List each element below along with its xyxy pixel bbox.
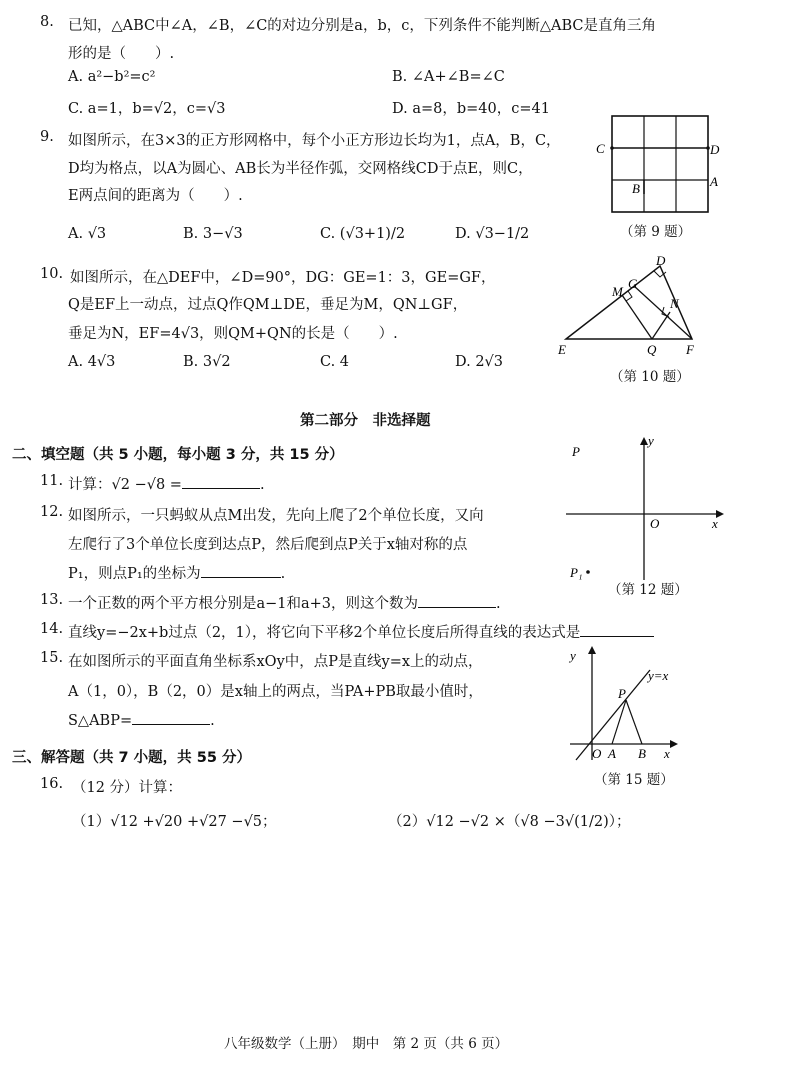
q15-label-x: x bbox=[664, 746, 670, 761]
q15-caption: （第 15 题） bbox=[594, 772, 674, 788]
q10-option-c: C. 4 bbox=[320, 354, 350, 370]
q14-stem: 直线y=−2x+b过点（2，1），将它向下平移2个单位长度后所得直线的表达式是 bbox=[68, 625, 581, 641]
q9-option-c: C. (√3+1)/2 bbox=[320, 226, 406, 242]
q8-option-c: C. a=1，b=√2，c=√3 bbox=[68, 101, 226, 117]
q9-caption: （第 9 题） bbox=[620, 224, 692, 240]
q15-stem-line2: A（1，0），B（2，0）是x轴上的两点，当PA+PB取最小值时， bbox=[68, 684, 483, 700]
q15-stem-line3-wrap: S△ABP= . bbox=[68, 710, 215, 729]
q15-y-arrow bbox=[588, 646, 596, 654]
q9-option-d: D. √3−1/2 bbox=[455, 226, 530, 242]
q13-answer-blank[interactable] bbox=[418, 593, 496, 608]
q12-label-o: O bbox=[650, 516, 660, 531]
q14-answer-blank[interactable] bbox=[580, 622, 654, 637]
q12-stem-line3-wrap: P₁，则点P₁的坐标为 . bbox=[68, 562, 285, 583]
q10-label-e: E bbox=[558, 342, 566, 357]
q13-number: 13. bbox=[40, 592, 64, 608]
q9-label-d: D bbox=[710, 142, 720, 157]
q11-stem: 计算：√2 −√8 = bbox=[68, 477, 182, 493]
q12-number: 12. bbox=[40, 504, 64, 520]
q9-option-b: B. 3−√3 bbox=[183, 226, 243, 242]
q8-option-d: D. a=8，b=40，c=41 bbox=[392, 101, 550, 117]
q12-label-x: x bbox=[712, 516, 718, 531]
q9-grid-figure bbox=[590, 112, 730, 222]
q15-x-arrow bbox=[670, 740, 678, 748]
q12-axes-figure bbox=[562, 432, 732, 582]
q12-point-p1 bbox=[586, 570, 590, 574]
q14-text bbox=[68, 621, 654, 642]
q10-label-q: Q bbox=[647, 342, 657, 357]
q12-caption: （第 12 题） bbox=[608, 582, 688, 598]
q12-y-arrow bbox=[640, 437, 648, 445]
q12-label-y: y bbox=[648, 433, 654, 448]
q13-stem: 一个正数的两个平方根分别是a−1和a+3，则这个数为 bbox=[68, 596, 419, 612]
q8-option-a: A. a²−b²=c² bbox=[68, 69, 156, 85]
q15-number: 15. bbox=[40, 650, 64, 666]
q8-number: 8. bbox=[40, 14, 54, 30]
q16-number: 16. bbox=[40, 776, 64, 792]
q12-stem-line2: 左爬行了3个单位长度到达点P，然后爬到点P关于x轴对称的点 bbox=[68, 537, 468, 553]
q10-stem-line3: 垂足为N，EF=4√3，则QM+QN的长是（ ）. bbox=[68, 326, 398, 342]
q12-label-p: P bbox=[572, 444, 580, 459]
q8-option-b: B. ∠A+∠B=∠C bbox=[392, 69, 505, 85]
q15-segment-pa bbox=[612, 700, 626, 744]
q15-label-a: A bbox=[608, 746, 616, 761]
q10-label-d: D bbox=[656, 254, 666, 268]
q10-caption: （第 10 题） bbox=[610, 369, 690, 385]
q11-text: 计算：√2 −√8 = . bbox=[68, 473, 265, 494]
q12-stem-line3: P₁，则点P₁的坐标为 bbox=[68, 566, 201, 582]
answer-section-title: 三、解答题（共 7 小题，共 55 分） bbox=[12, 750, 251, 766]
q10-segment-gf bbox=[634, 286, 692, 339]
q9-point-c bbox=[610, 146, 614, 150]
q15-label-p: P bbox=[618, 686, 626, 701]
q9-label-b: B bbox=[632, 181, 640, 196]
q9-stem-line1: 如图所示，在3×3的正方形网格中，每个小正方形边长均为1，点A，B，C， bbox=[68, 133, 561, 149]
q9-stem-line3: E两点间的距离为（ ）. bbox=[68, 188, 243, 204]
q15-label-y: y bbox=[570, 648, 576, 663]
q12-answer-blank[interactable] bbox=[201, 563, 281, 578]
q10-label-n: N bbox=[670, 296, 679, 311]
q10-label-m: M bbox=[612, 284, 623, 299]
q10-number: 10. bbox=[40, 266, 64, 282]
q10-stem-line2: Q是EF上一动点，过点Q作QM⊥DE，垂足为M，QN⊥GF， bbox=[68, 297, 468, 313]
page-footer: 八年级数学（上册） 期中 第 2 页（共 6 页） bbox=[224, 1036, 509, 1052]
q15-label-yx: y=x bbox=[648, 668, 669, 683]
q10-label-g: G bbox=[628, 276, 638, 291]
q15-axes-figure bbox=[566, 640, 696, 764]
q10-option-b: B. 3√2 bbox=[183, 354, 231, 370]
q12-label-p1: P₁ bbox=[570, 565, 583, 580]
q9-label-a: A bbox=[710, 174, 718, 189]
q10-option-d: D. 2√3 bbox=[455, 354, 504, 370]
q15-label-o: O bbox=[592, 746, 602, 761]
q9-number: 9. bbox=[40, 129, 54, 145]
q12-stem-line1: 如图所示，一只蚂蚁从点M出发，先向上爬了2个单位长度，又向 bbox=[68, 508, 484, 524]
q15-stem-line3: S△ABP= bbox=[68, 713, 133, 729]
q15-label-b: B bbox=[638, 746, 646, 761]
fill-section-title: 二、填空题（共 5 小题，每小题 3 分，共 15 分） bbox=[12, 447, 344, 463]
q16-text: （12 分）计算： bbox=[72, 780, 183, 796]
q9-grid-border bbox=[612, 116, 708, 212]
q11-answer-blank[interactable] bbox=[182, 474, 260, 489]
q8-stem-line2: 形的是（ ）. bbox=[68, 46, 175, 62]
q15-segment-pb bbox=[626, 700, 642, 744]
q9-label-c: C bbox=[596, 141, 605, 156]
part2-title: 第二部分 非选择题 bbox=[300, 413, 431, 429]
q10-stem-line1: 如图所示，在△DEF中，∠D=90°，DG：GE=1：3，GE=GF， bbox=[70, 270, 496, 286]
q14-number: 14. bbox=[40, 621, 64, 637]
q10-option-a: A. 4√3 bbox=[68, 354, 116, 370]
q9-option-a: A. √3 bbox=[68, 226, 107, 242]
q8-stem-line1: 已知，△ABC中∠A，∠B，∠C的对边分别是a，b，c，下列条件不能判断△ABC是直角三角 bbox=[68, 18, 656, 34]
q15-stem-line1: 在如图所示的平面直角坐标系xOy中，点P是直线y=x上的动点， bbox=[68, 654, 483, 670]
q15-answer-blank[interactable] bbox=[132, 710, 210, 725]
q9-stem-line2: D均为格点，以A为圆心、AB长为半径作弧，交网格线CD于点E，则C， bbox=[68, 161, 533, 177]
q10-label-f: F bbox=[686, 342, 694, 357]
q16-part1: （1）√12 +√20 +√27 −√5； bbox=[72, 814, 277, 830]
q10-segment-qm bbox=[622, 295, 652, 339]
q13-text: 一个正数的两个平方根分别是a−1和a+3，则这个数为 . bbox=[68, 592, 501, 613]
q11-number: 11. bbox=[40, 473, 64, 489]
q10-triangle-figure bbox=[552, 254, 702, 364]
q16-part2: （2）√12 −√2 ×（√8 −3√(1/2)）； bbox=[388, 814, 631, 830]
